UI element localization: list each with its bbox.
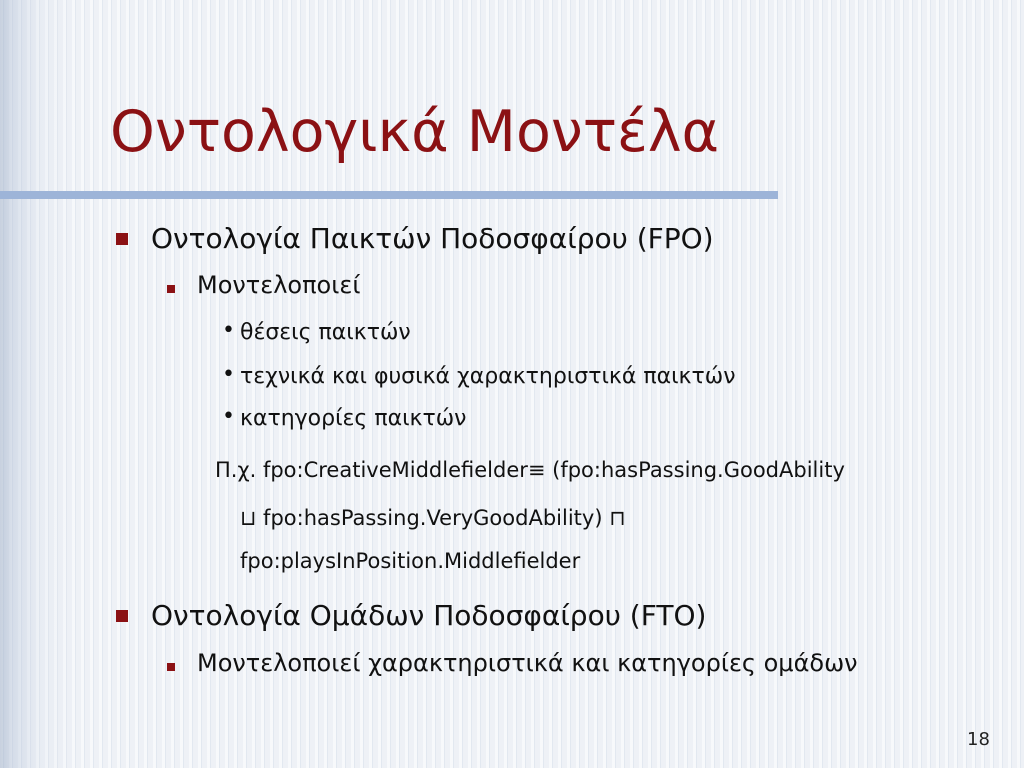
- example-line-3: fpo:playsInPosition.Middlefielder: [240, 549, 581, 573]
- page-number: 18: [967, 729, 990, 750]
- square-bullet-icon: [116, 610, 128, 622]
- dot-bullet-icon: •: [222, 404, 235, 429]
- bullet-fpo: Οντολογία Παικτών Ποδοσφαίρου (FPO): [151, 222, 714, 255]
- bullet-fto-models: Μοντελοποιεί χαρακτηριστικά και κατηγορίες ομάδων: [197, 649, 858, 677]
- bullet-fpo-models: Μοντελοποιεί: [197, 271, 361, 299]
- example-line-1: Π.χ. fpo:CreativeMiddlefielder≡ (fpo:hasPassing.GoodAbility: [215, 458, 845, 482]
- bullet-fpo-sub2: τεχνικά και φυσικά χαρακτηριστικά παικτών: [240, 364, 736, 389]
- dot-bullet-icon: •: [222, 362, 235, 387]
- bullet-fpo-sub3: κατηγορίες παικτών: [240, 406, 467, 431]
- square-bullet-icon: [116, 233, 128, 245]
- bullet-fpo-sub1: θέσεις παικτών: [240, 320, 411, 345]
- example-line-2: ⊔ fpo:hasPassing.VeryGoodAbility) ⊓: [240, 506, 626, 530]
- square-bullet-icon: [167, 663, 175, 671]
- dot-bullet-icon: •: [222, 318, 235, 343]
- slide-title: Οντολογικά Μοντέλα: [110, 99, 720, 165]
- square-bullet-icon: [167, 285, 175, 293]
- title-underline: [0, 191, 778, 199]
- bullet-fto: Οντολογία Ομάδων Ποδοσφαίρου (FTO): [151, 599, 707, 632]
- left-decorative-band: [0, 0, 76, 768]
